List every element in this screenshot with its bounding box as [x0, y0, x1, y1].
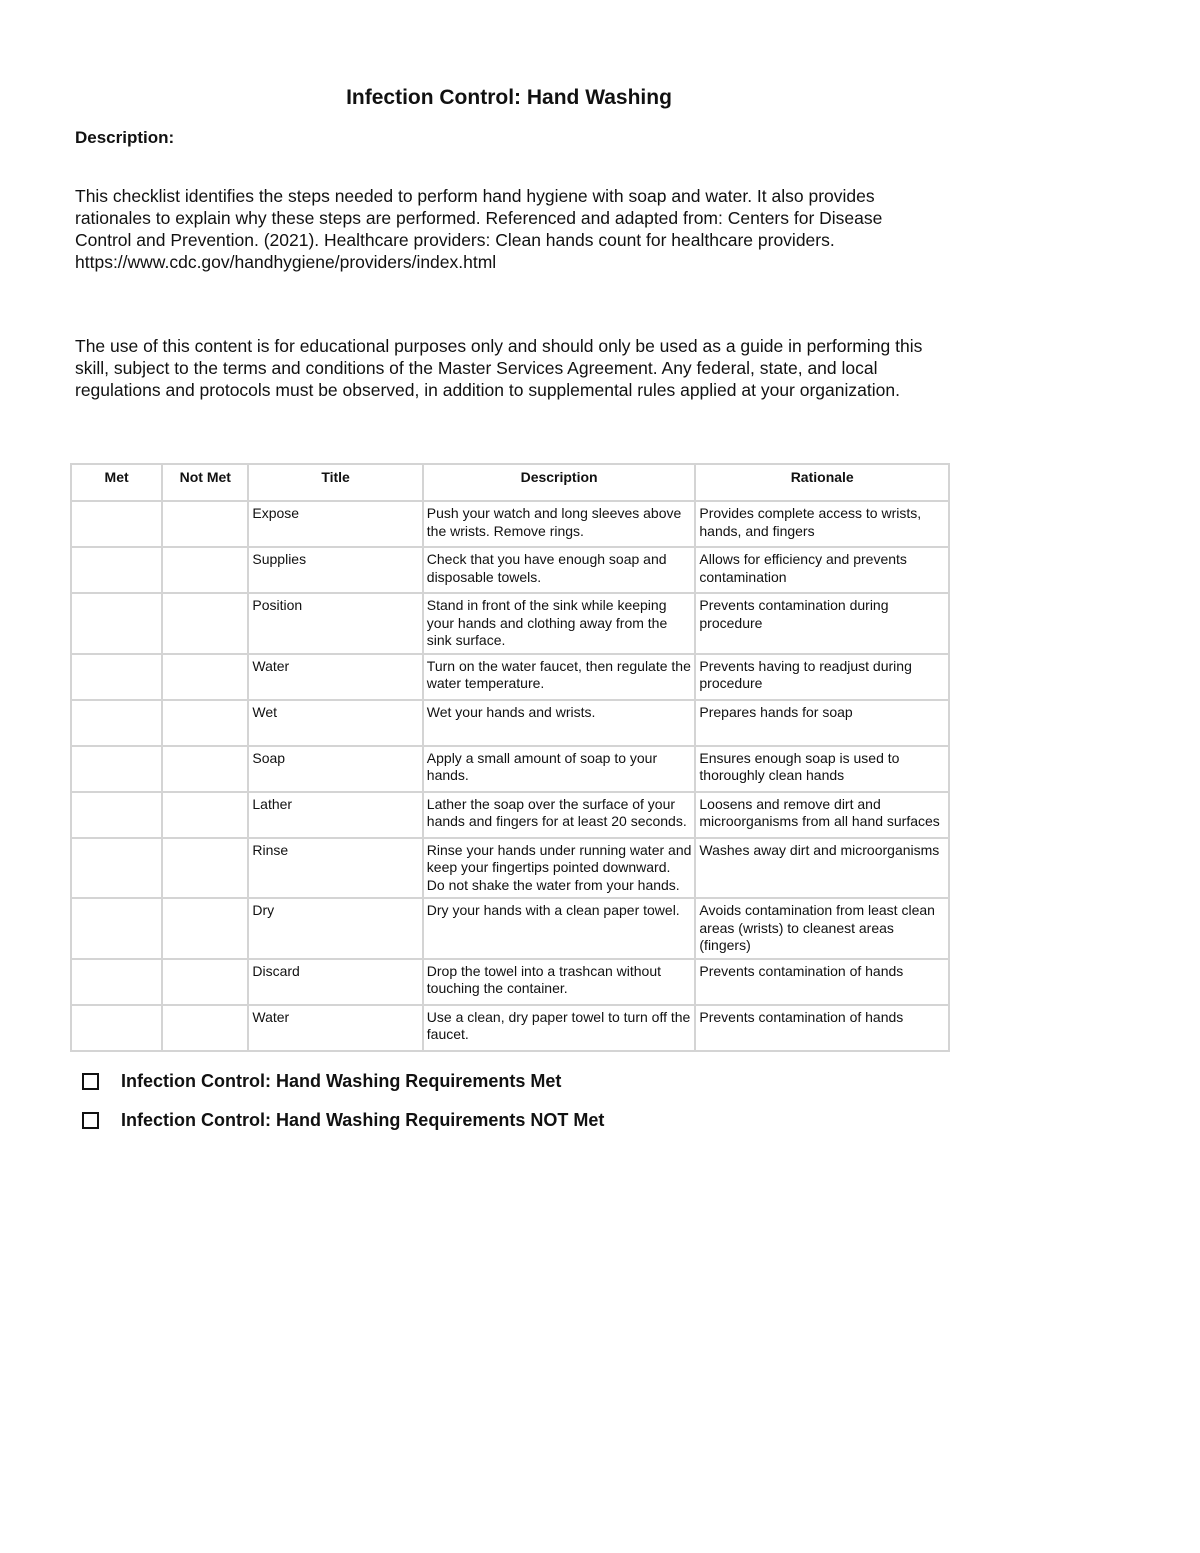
requirements-not-met-option[interactable]	[82, 1110, 604, 1131]
met-cell[interactable]	[71, 700, 162, 746]
table-row	[71, 501, 949, 547]
step-title: Position	[248, 593, 422, 654]
step-rationale: Loosens and remove dirt and microorganisms from all hand surfaces	[695, 792, 949, 838]
step-title: Expose	[248, 501, 422, 547]
met-cell[interactable]	[71, 838, 162, 899]
table-row	[71, 547, 949, 593]
step-description: Rinse your hands under running water and keep your fingertips pointed downward. Do not shake the water from your hands.	[423, 838, 696, 899]
step-rationale: Washes away dirt and microorganisms	[695, 838, 949, 899]
not-met-cell[interactable]	[162, 501, 248, 547]
table-row	[71, 898, 949, 959]
requirements-not-met-checkbox[interactable]	[82, 1112, 99, 1129]
table-row	[71, 746, 949, 792]
checklist-table	[70, 463, 950, 1052]
description-label: Description:	[75, 128, 175, 147]
not-met-cell[interactable]	[162, 700, 248, 746]
step-rationale: Avoids contamination from least clean areas (wrists) to cleanest areas (fingers)	[695, 898, 949, 959]
step-description: Use a clean, dry paper towel to turn off the faucet.	[423, 1005, 696, 1051]
step-description: Apply a small amount of soap to your hands.	[423, 746, 696, 792]
step-rationale: Prepares hands for soap	[695, 700, 949, 746]
met-cell[interactable]	[71, 593, 162, 654]
header-not-met: Not Met	[162, 464, 248, 501]
met-cell[interactable]	[71, 792, 162, 838]
table-row	[71, 1005, 949, 1051]
step-title: Soap	[248, 746, 422, 792]
met-cell[interactable]	[71, 898, 162, 959]
step-description: Wet your hands and wrists.	[423, 700, 696, 746]
step-description: Check that you have enough soap and disposable towels.	[423, 547, 696, 593]
table-row	[71, 838, 949, 899]
not-met-cell[interactable]	[162, 746, 248, 792]
not-met-cell[interactable]	[162, 654, 248, 700]
met-cell[interactable]	[71, 959, 162, 1005]
step-title: Dry	[248, 898, 422, 959]
header-rationale: Rationale	[695, 464, 949, 501]
step-title: Rinse	[248, 838, 422, 899]
step-title: Discard	[248, 959, 422, 1005]
not-met-cell[interactable]	[162, 1005, 248, 1051]
met-cell[interactable]	[71, 501, 162, 547]
step-description: Turn on the water faucet, then regulate the water temperature.	[423, 654, 696, 700]
met-cell[interactable]	[71, 547, 162, 593]
table-row	[71, 959, 949, 1005]
description-paragraph: This checklist identifies the steps needed to perform hand hygiene with soap and water. It also provides rationales to explain why these steps are performed. Referenced and adapted from: Centers for Disease Control and Prevention. (2021). Healthcare providers: Clean hands count for healthcare providers. https://www.cdc.gov/handhygiene/providers/index.html	[75, 186, 883, 272]
not-met-cell[interactable]	[162, 838, 248, 899]
header-met: Met	[71, 464, 162, 501]
requirements-met-label: Infection Control: Hand Washing Requirements Met	[121, 1071, 562, 1091]
step-rationale: Provides complete access to wrists, hands, and fingers	[695, 501, 949, 547]
table-row	[71, 593, 949, 654]
header-description: Description	[423, 464, 696, 501]
table-row	[71, 654, 949, 700]
not-met-cell[interactable]	[162, 547, 248, 593]
not-met-cell[interactable]	[162, 593, 248, 654]
step-description: Dry your hands with a clean paper towel.	[423, 898, 696, 959]
step-title: Lather	[248, 792, 422, 838]
step-rationale: Prevents contamination during procedure	[695, 593, 949, 654]
table-header-row	[71, 464, 949, 501]
step-description: Lather the soap over the surface of your hands and fingers for at least 20 seconds.	[423, 792, 696, 838]
requirements-met-checkbox[interactable]	[82, 1073, 99, 1090]
not-met-cell[interactable]	[162, 959, 248, 1005]
step-rationale: Prevents having to readjust during procedure	[695, 654, 949, 700]
step-description: Push your watch and long sleeves above the wrists. Remove rings.	[423, 501, 696, 547]
requirements-met-option[interactable]	[82, 1071, 561, 1092]
step-rationale: Prevents contamination of hands	[695, 1005, 949, 1051]
met-cell[interactable]	[71, 654, 162, 700]
step-description: Stand in front of the sink while keeping your hands and clothing away from the sink surface.	[423, 593, 696, 654]
met-cell[interactable]	[71, 746, 162, 792]
page-title: Infection Control: Hand Washing	[346, 86, 672, 109]
step-title: Wet	[248, 700, 422, 746]
table-row	[71, 792, 949, 838]
table-row	[71, 700, 949, 746]
step-rationale: Ensures enough soap is used to thoroughly clean hands	[695, 746, 949, 792]
step-rationale: Allows for efficiency and prevents contamination	[695, 547, 949, 593]
step-title: Water	[248, 1005, 422, 1051]
header-title: Title	[248, 464, 422, 501]
step-title: Water	[248, 654, 422, 700]
step-rationale: Prevents contamination of hands	[695, 959, 949, 1005]
not-met-cell[interactable]	[162, 792, 248, 838]
step-description: Drop the towel into a trashcan without touching the container.	[423, 959, 696, 1005]
met-cell[interactable]	[71, 1005, 162, 1051]
not-met-cell[interactable]	[162, 898, 248, 959]
disclaimer-paragraph: The use of this content is for educational purposes only and should only be used as a guide in performing this skill, subject to the terms and conditions of the Master Services Agreement. Any federal, state, and local regulations and protocols must be observed, in addition to supplemental rules applied at your organization.	[75, 336, 923, 400]
requirements-not-met-label: Infection Control: Hand Washing Requirements NOT Met	[121, 1110, 605, 1130]
step-title: Supplies	[248, 547, 422, 593]
